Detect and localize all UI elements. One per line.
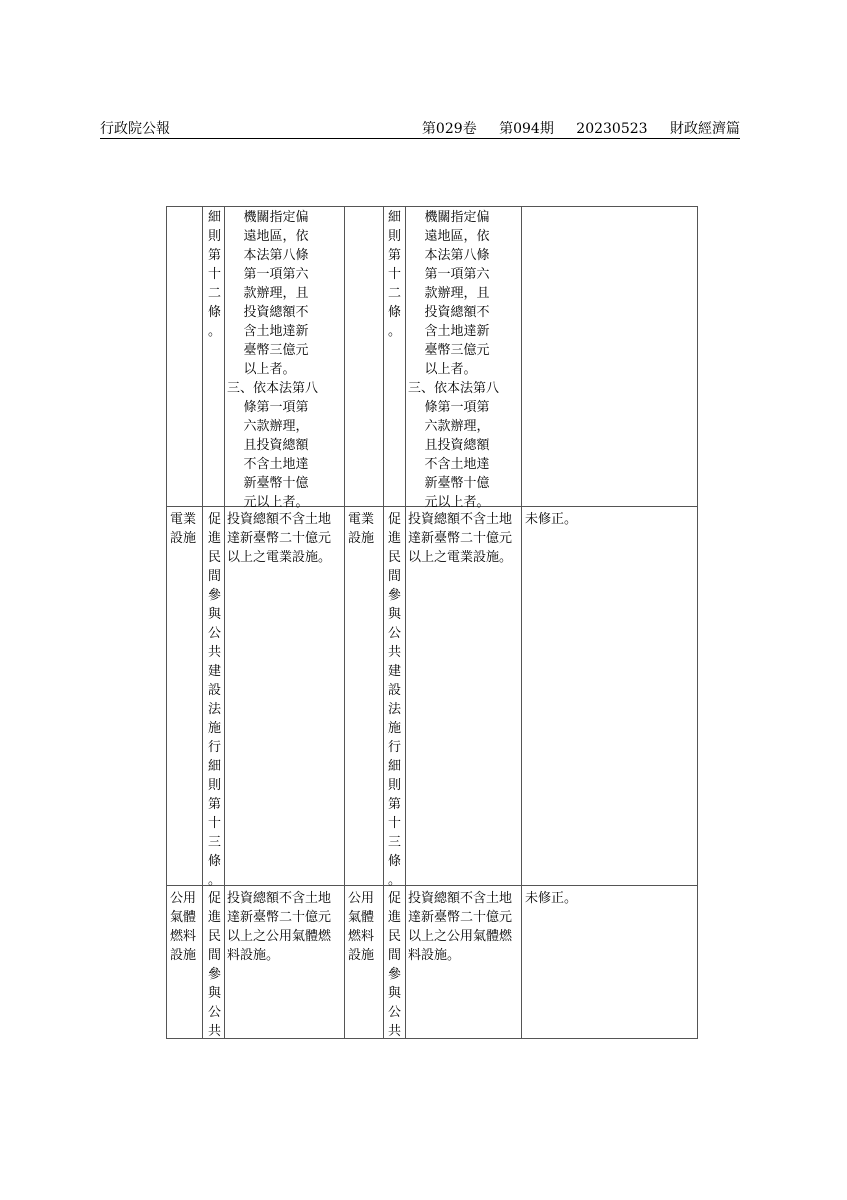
section-name: 財政經濟篇 xyxy=(670,121,740,137)
table-border xyxy=(166,206,167,1039)
volume: 第029卷 xyxy=(421,121,477,137)
table-border xyxy=(166,1038,698,1039)
table-row-2-right-basis: 促 進 民 間 參 與 公 共 建 設 法 施 行 細 則 第 十 三 條 。 xyxy=(387,512,401,888)
table-border xyxy=(166,206,698,207)
table-row-2-right-name: 電業 設施 xyxy=(348,512,375,546)
column-divider xyxy=(383,206,384,1039)
issue-number: 第094期 xyxy=(499,121,554,137)
table-row-3-left-content: 投資總額不含土地 達新臺幣二十億元 以上之公用氣體燃 料設施。 xyxy=(227,891,332,963)
column-divider xyxy=(521,206,522,1039)
table-row-3-left-basis: 促 進 民 間 參 與 公 共 xyxy=(207,891,221,1039)
gazette-title: 行政院公報 xyxy=(100,121,170,137)
table-row-2-left-basis: 促 進 民 間 參 與 公 共 建 設 法 施 行 細 則 第 十 三 條 。 xyxy=(207,512,221,888)
column-divider xyxy=(405,206,406,1039)
table-row-1-right-content: 機關指定偏 遠地區，依 本法第八條 第一項第六 款辦理，且 投資總額不 含土地達新 臺幣三億元 以上者。 三、依本法第八 條第一項第 六款辦理， 且投資總額 不含土地達 新臺幣十億 元以上者。 xyxy=(408,210,500,510)
column-divider xyxy=(344,206,345,1039)
table-border xyxy=(697,206,698,1039)
table-row-2-left-name: 電業 設施 xyxy=(170,512,197,546)
comparison-table xyxy=(166,206,698,1039)
table-row-2-left-content: 投資總額不含土地 達新臺幣二十億元 以上之電業設施。 xyxy=(227,512,332,565)
table-row-3-note: 未修正。 xyxy=(525,891,578,906)
table-row-1-left-content: 機關指定偏 遠地區，依 本法第八條 第一項第六 款辦理，且 投資總額不 含土地達新 臺幣三億元 以上者。 三、依本法第八 條第一項第 六款辦理， 且投資總額 不含土地達 新臺幣十億 元以上者。 xyxy=(227,210,319,510)
table-row-3-right-content: 投資總額不含土地 達新臺幣二十億元 以上之公用氣體燃 料設施。 xyxy=(408,891,513,963)
issue-info xyxy=(414,118,740,138)
table-row-2-note: 未修正。 xyxy=(525,512,578,527)
table-row-3-left-name: 公用 氣體 燃料 設施 xyxy=(170,891,197,963)
table-row-1-right-basis: 細 則 第 十 二 條 。 xyxy=(387,210,401,339)
page-header xyxy=(100,118,740,139)
table-row-3-right-basis: 促 進 民 間 參 與 公 共 xyxy=(387,891,401,1039)
column-divider xyxy=(224,206,225,1039)
table-row-1-left-basis: 細 則 第 十 二 條 。 xyxy=(207,210,221,339)
table-row-2-right-content: 投資總額不含土地 達新臺幣二十億元 以上之電業設施。 xyxy=(408,512,513,565)
column-divider xyxy=(202,206,203,1039)
issue-date: 20230523 xyxy=(576,121,648,137)
row-divider xyxy=(166,885,698,886)
table-row-3-right-name: 公用 氣體 燃料 設施 xyxy=(348,891,375,963)
